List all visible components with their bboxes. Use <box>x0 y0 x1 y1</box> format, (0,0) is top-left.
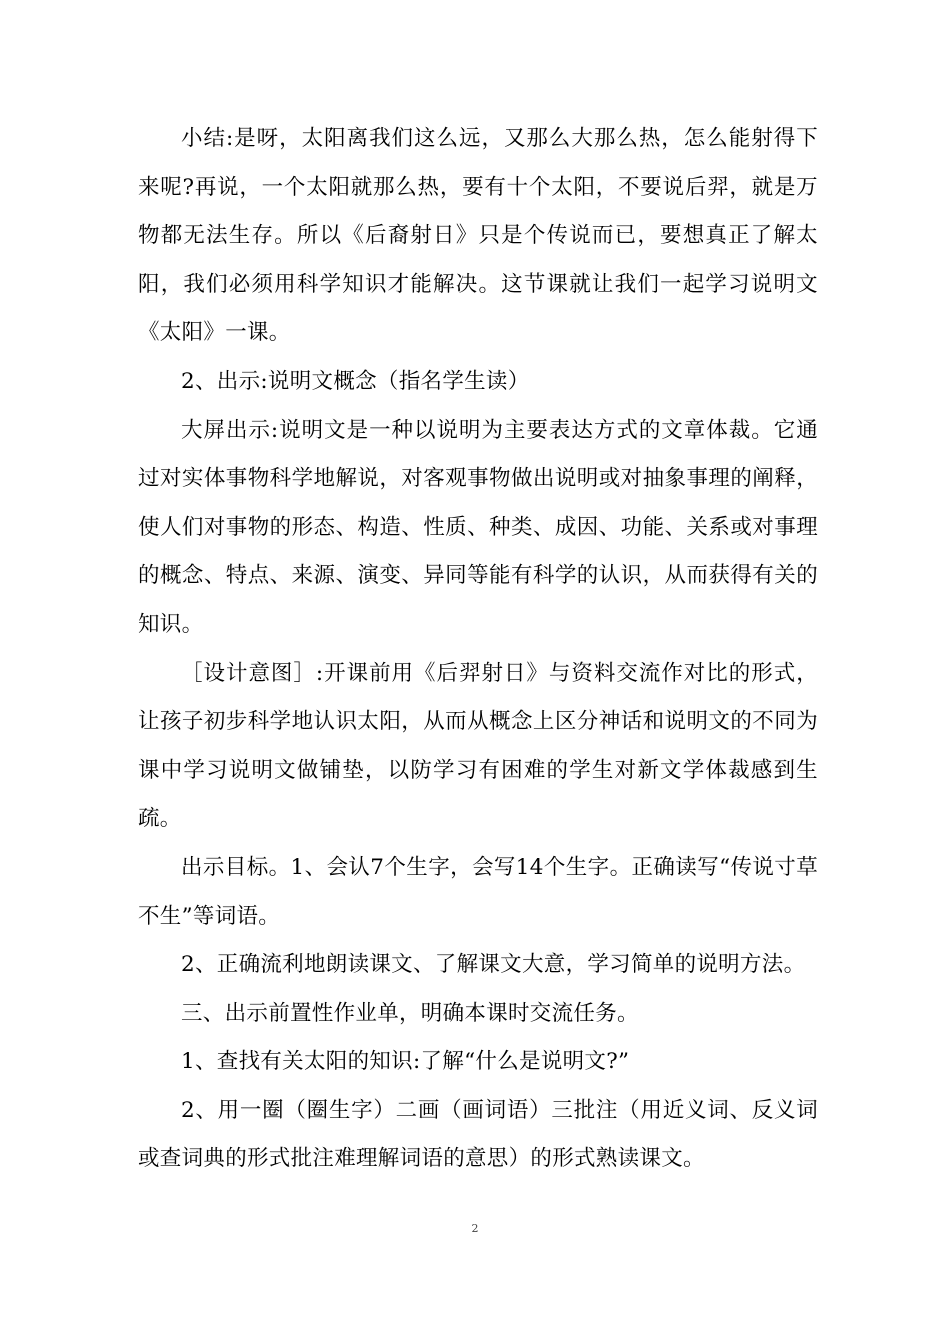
paragraph-summary: 小结:是呀，太阳离我们这么远，又那么大那么热，怎么能射得下来呢?再说，一个太阳就那么热，要有十个太阳，不要说后羿，就是万物都无法生存。所以《后裔射日》只是个传说而已，要想真正了解太阳，我们必须用科学知识才能解决。这节课就让我们一起学习说明文《太阳》一课。 <box>138 126 818 346</box>
paragraph-task-1: 1、查找有关太阳的知识:了解“什么是说明文?” <box>181 1049 630 1075</box>
paragraph-design-intent: ［设计意图］:开课前用《后羿射日》与资料交流作对比的形式，让孩子初步科学地认识太阳，从而从概念上区分神话和说明文的不同为课中学习说明文做铺垫，以防学习有困难的学生对新文学体裁感到生疏。 <box>138 660 818 832</box>
paragraph-task-2: 2、用一圈（圈生字）二画（画词语）三批注（用近义词、反义词或查词典的形式批注难理解词语的意思）的形式熟读课文。 <box>138 1097 818 1172</box>
page-number: 2 <box>471 1222 479 1235</box>
paragraph-section-three: 三、出示前置性作业单，明确本课时交流任务。 <box>181 1000 639 1026</box>
paragraph-definition: 大屏出示:说明文是一种以说明为主要表达方式的文章体裁。它通过对实体事物科学地解说，对客观事物做出说明或对抽象事理的阐释，使人们对事物的形态、构造、性质、种类、成因、功能、关系或对事理的概念、特点、来源、演变、异同等能有科学的认识，从而获得有关的知识。 <box>138 417 818 637</box>
paragraph-show-concept: 2、出示:说明文概念（指名学生读） <box>181 368 530 394</box>
paragraph-goals: 出示目标。1、会认7个生字，会写14个生字。正确读写“传说寸草不生”等词语。 <box>138 854 818 929</box>
paragraph-goal-2: 2、正确流利地朗读课文、了解课文大意，学习简单的说明方法。 <box>181 952 806 978</box>
document-body <box>138 115 818 1184</box>
